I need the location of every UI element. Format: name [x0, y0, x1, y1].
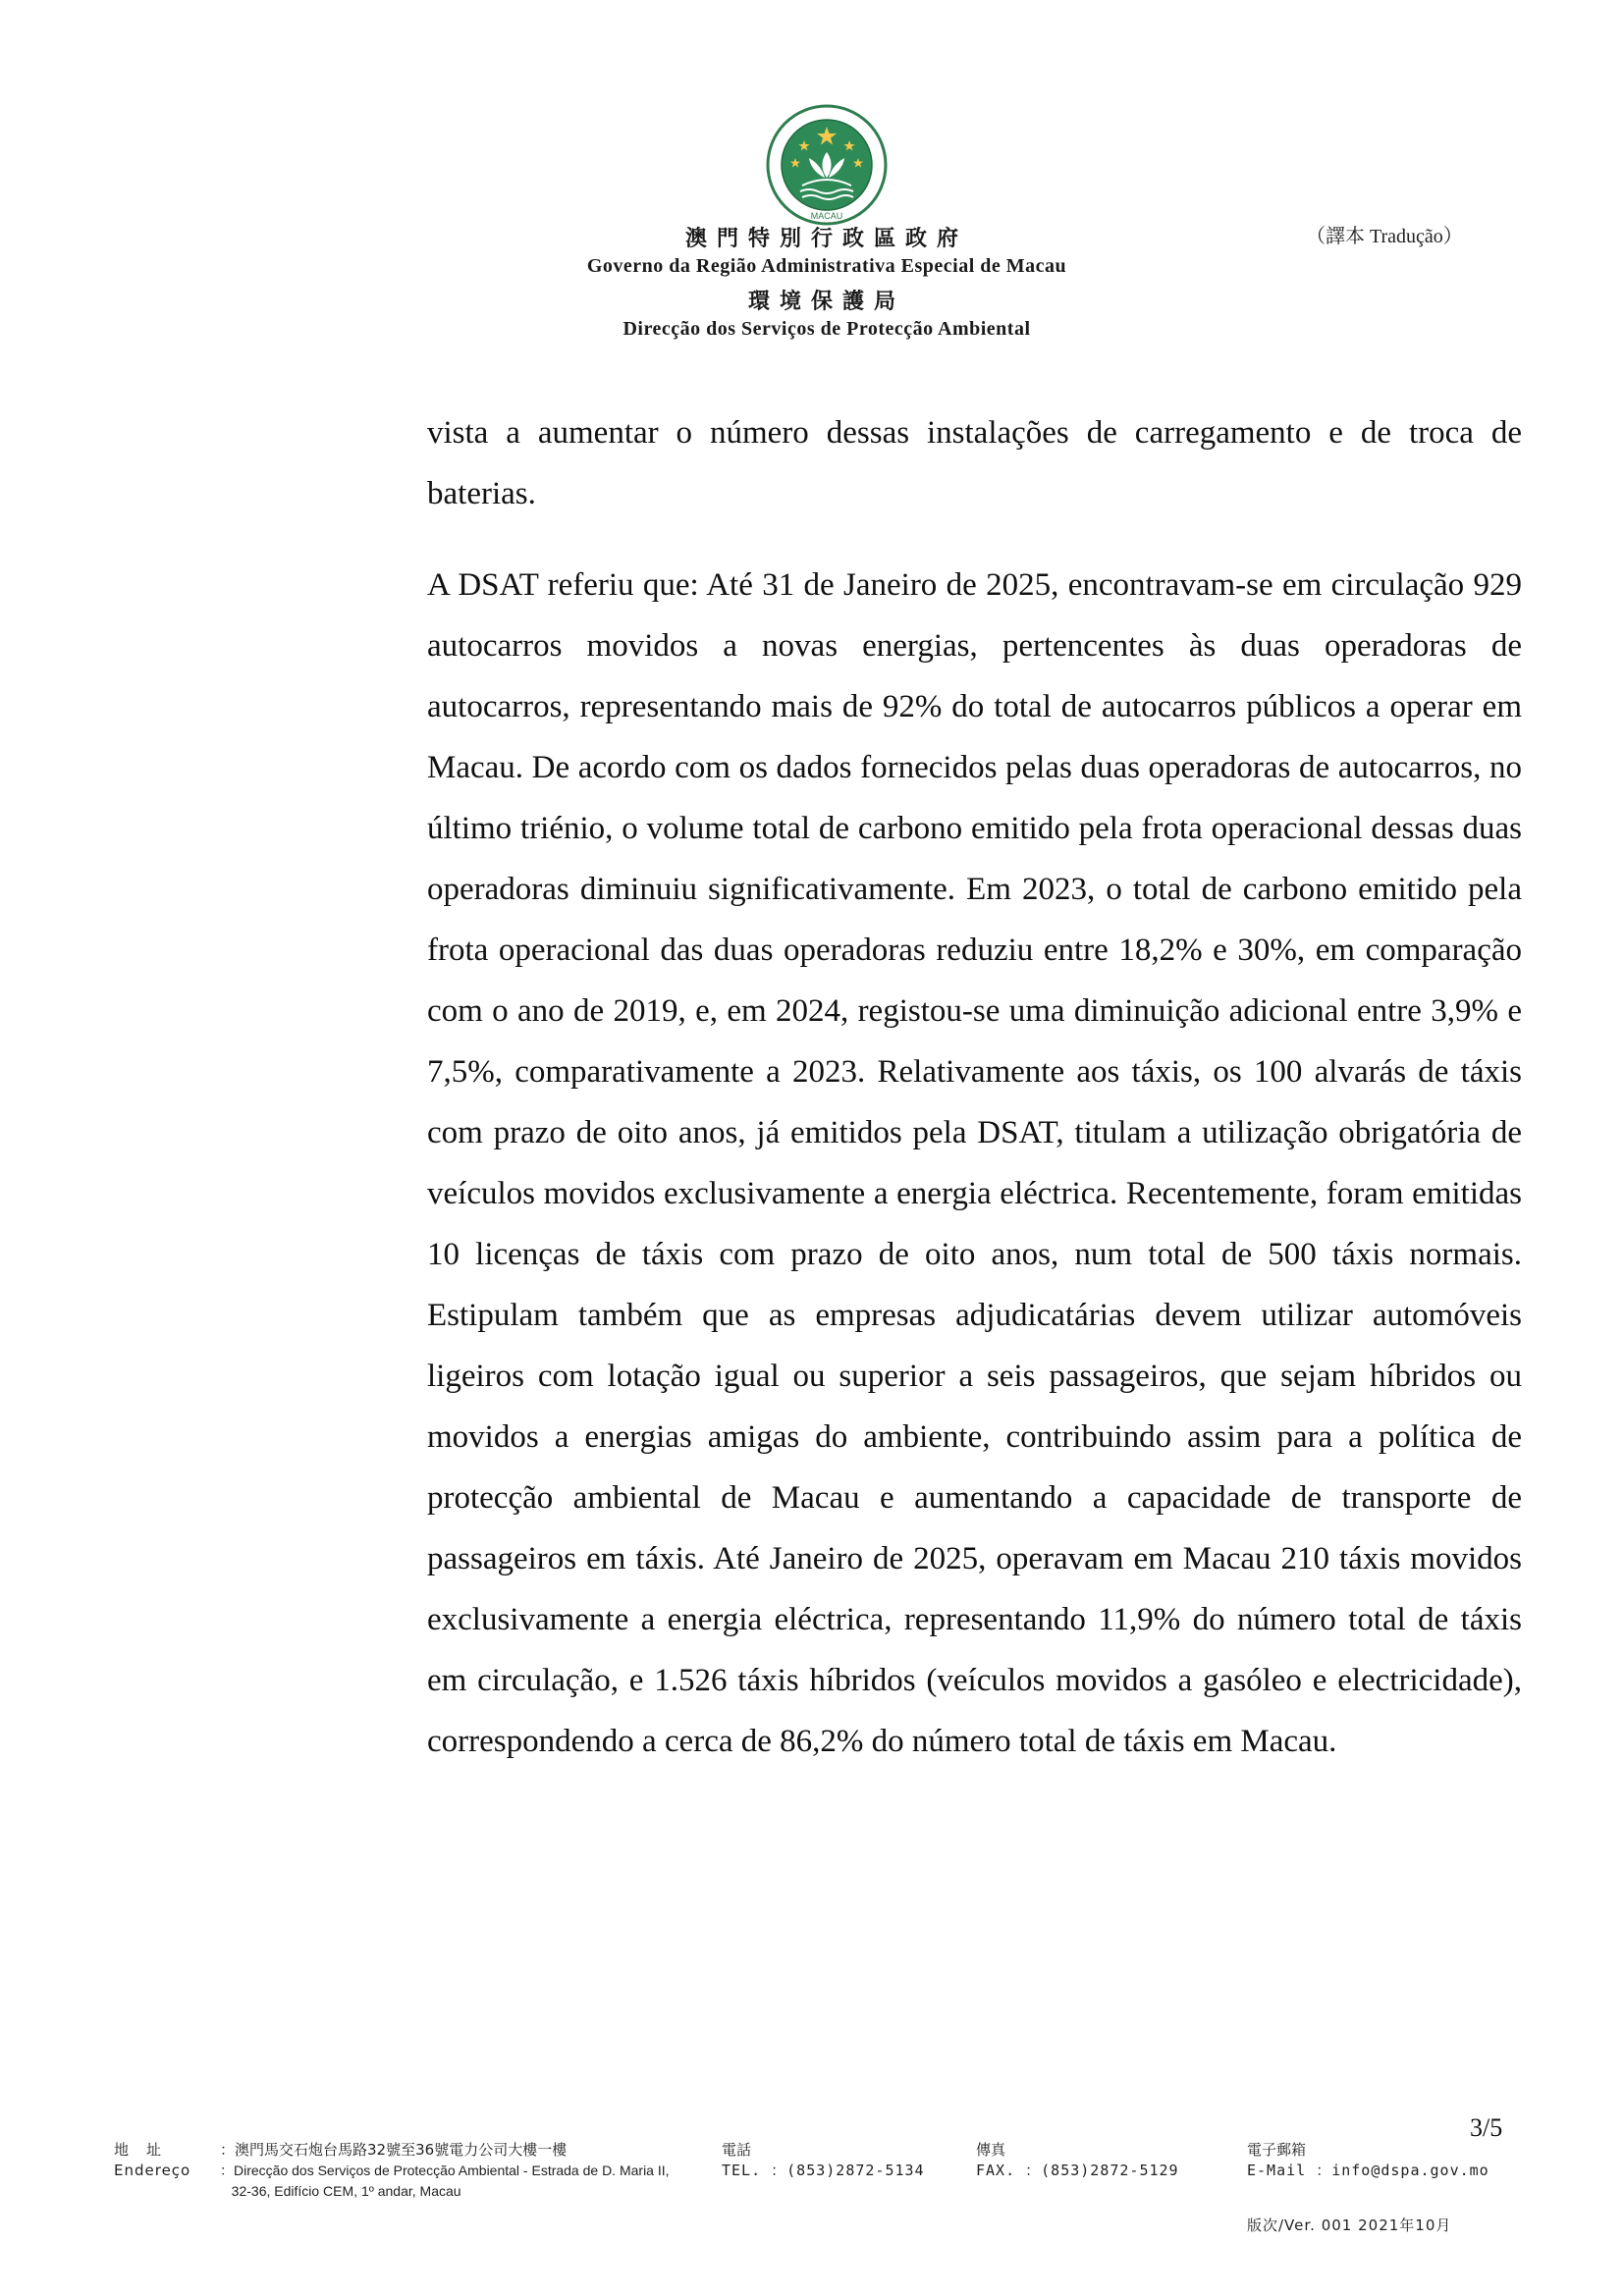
tel-number: (853)2872-5134 [786, 2162, 925, 2179]
fax-number: (853)2872-5129 [1041, 2162, 1179, 2179]
address-pt-line2: 32-36, Edifício CEM, 1º andar, Macau [231, 2183, 461, 2199]
email-address[interactable]: info@dspa.gov.mo [1331, 2162, 1489, 2179]
fax-label-zh: 傳真 [976, 2141, 1006, 2159]
tel-label: TEL. [722, 2162, 762, 2179]
email-label-zh: 電子郵箱 [1247, 2141, 1307, 2159]
government-name-zh: 澳門特別行政區政府 [684, 226, 968, 250]
body-paragraph: vista a aumentar o número dessas instalações de carregamento e de troca de baterias. [427, 415, 1522, 511]
version-info: 版次/Ver. 001 2021年10月 [1247, 2216, 1452, 2234]
macau-emblem-icon [765, 103, 889, 227]
emblem-bottom-text: MACAU [810, 211, 843, 221]
address-label-zh: 地址 [114, 2141, 180, 2159]
page-number: 3/5 [1470, 2113, 1503, 2142]
email-label: E-Mail [1247, 2162, 1307, 2179]
footer-fax: 傳真 FAX. ：(853)2872-5129 [976, 2141, 1179, 2179]
footer-telephone: 電話 TEL. ：(853)2872-5134 [722, 2141, 925, 2179]
address-zh: 澳門馬交石炮台馬路32號至36號電力公司大樓一樓 [235, 2141, 568, 2159]
tel-label-zh: 電話 [722, 2141, 752, 2159]
footer-email: 電子郵箱 E-Mail ：info@dspa.gov.mo [1247, 2141, 1489, 2179]
government-name-pt: Governo da Região Administrativa Especial de Macau [586, 255, 1067, 277]
fax-label: FAX. [976, 2162, 1016, 2179]
body-paragraph: A DSAT referiu que: Até 31 de Janeiro de 2025, encontravam-se em circulação 929 autocarros movidos a novas energias, pertencentes às duas operadoras de autocarros, representando mais de 92% do total de autocarros públicos a operar em Macau. De acordo com os dados fornecidos pelas duas operadoras de autocarros, no último triénio, o volume total de carbono emitido pela frota operacional dessas duas operadoras diminuiu significativamente. Em 2023, o total de carbono emitido pela frota operacional das duas operadoras reduziu entre 18,2% e 30%, em comparação com o ano de 2019, e, em 2024, registou-se uma diminuição adicional entre 3,9% e 7,5%, comparativamente a 2023. Relativamente aos táxis, os 100 alvarás de táxis com prazo de oito anos, já emitidos pela DSAT, titulam a utilização obrigatória de veículos movidos exclusivamente a energia eléctrica. Recentemente, foram emitidas 10 licenças de táxis com prazo de oito anos, num total de 500 táxis normais. Estipulam também que as empresas adjudicatárias devem utilizar automóveis ligeiros com lotação igual ou superior a seis passageiros, que sejam híbridos ou movidos a energias amigas do ambiente, contribuindo assim para a política de protecção ambiental de Macau e aumentando a capacidade de transporte de passageiros em táxis. Até Janeiro de 2025, operavam em Macau 210 táxis movidos exclusivamente a energia eléctrica, representando 11,9% do número total de táxis em circulação, e 1.526 táxis híbridos (veículos movidos a gasóleo e electricidade), correspondendo a cerca de 86,2% do número total de táxis em Macau. [427, 567, 1522, 1759]
address-label-pt: Endereço [114, 2162, 191, 2179]
translation-note: （譯本 Tradução） [1306, 226, 1463, 247]
department-name-pt: Direcção dos Serviços de Protecção Ambiental [623, 318, 1031, 340]
footer-address: ：澳門馬交石炮台馬路32號至36號電力公司大樓一樓 ：Direcção dos Serviços de Protecção Ambiental - Estrada de D. Maria II, 32-36, Edifício CEM, 1º andar, Macau [220, 2141, 670, 2199]
footer-address-label [114, 2140, 190, 2181]
address-pt-line1: Direcção dos Serviços de Protecção Ambiental - Estrada de D. Maria II, [234, 2163, 670, 2178]
department-name-zh: 環境保護局 [747, 289, 905, 313]
